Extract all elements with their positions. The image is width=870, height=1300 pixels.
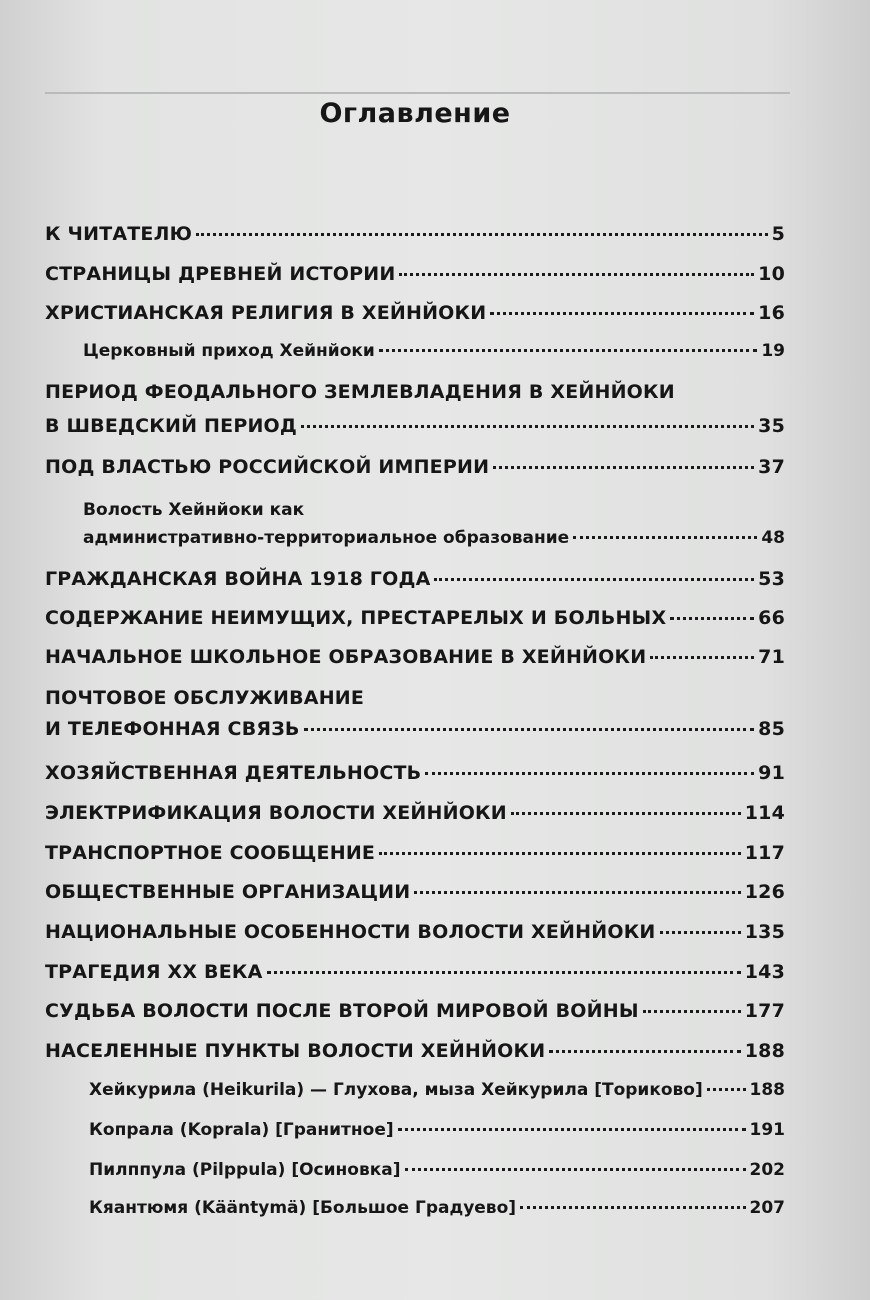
toc-entry-page: 5 [771, 223, 785, 245]
leader-dots [196, 233, 767, 236]
toc-entry[interactable] [45, 568, 785, 590]
toc-entry[interactable] [45, 223, 785, 245]
toc-subentry[interactable] [45, 1080, 785, 1100]
toc-entry-label: СОДЕРЖАНИЕ НЕИМУЩИХ, ПРЕСТАРЕЛЫХ И БОЛЬНЫХ [45, 607, 667, 629]
toc-entry-page: 177 [744, 1000, 785, 1022]
toc-entry-page: 35 [758, 415, 785, 437]
toc-entry[interactable] [45, 881, 785, 903]
toc-subentry[interactable] [45, 1120, 785, 1140]
toc-entry-page: 188 [744, 1040, 785, 1062]
page-title: Оглавление [319, 98, 511, 129]
leader-dots [511, 812, 741, 815]
toc-entry-label: административно-территориальное образование [83, 528, 570, 548]
leader-dots [414, 891, 740, 894]
toc-entry-label: СТРАНИЦЫ ДРЕВНЕЙ ИСТОРИИ [45, 263, 396, 285]
toc-entry-page: 71 [758, 646, 785, 668]
toc-entry-label: НАЦИОНАЛЬНЫЕ ОСОБЕННОСТИ ВОЛОСТИ ХЕЙНЙОКИ [45, 921, 656, 943]
toc-entry-label: Церковный приход Хейнйоки [83, 341, 375, 361]
toc-entry-label: ХОЗЯЙСТВЕННАЯ ДЕЯТЕЛЬНОСТЬ [45, 762, 422, 784]
leader-dots [549, 1050, 740, 1053]
toc-entry-page: 126 [744, 881, 785, 903]
leader-dots [650, 656, 754, 659]
leader-dots [520, 1206, 745, 1209]
toc-entry-label: СУДЬБА ВОЛОСТИ ПОСЛЕ ВТОРОЙ МИРОВОЙ ВОЙНЫ [45, 1000, 639, 1022]
toc-entry-label: ХРИСТИАНСКАЯ РЕЛИГИЯ В ХЕЙНЙОКИ [45, 302, 487, 324]
leader-dots [379, 852, 741, 855]
toc-entry-label: К ЧИТАТЕЛЮ [45, 223, 193, 245]
toc-entry[interactable] [45, 802, 785, 824]
toc-entry-page: 37 [758, 456, 785, 478]
leader-dots [267, 971, 741, 974]
toc-entry-label: ОБЩЕСТВЕННЫЕ ОРГАНИЗАЦИИ [45, 881, 411, 903]
toc-entry-label: Хейкурила (Heikurila) — Глухова, мыза Хейкурила [Ториково] [89, 1080, 703, 1100]
toc-entry-page: 188 [749, 1080, 785, 1100]
toc-entry[interactable] [45, 762, 785, 784]
toc-entry[interactable] [45, 646, 785, 668]
toc-entry[interactable] [45, 1040, 785, 1062]
toc-entry-page: 91 [758, 762, 785, 784]
toc-entry-page: 114 [744, 802, 785, 824]
toc-entry-page: 143 [744, 961, 785, 983]
toc-entry-page: 117 [744, 842, 785, 864]
toc-entry[interactable] [45, 1000, 785, 1022]
toc-entry-label: НАЧАЛЬНОЕ ШКОЛЬНОЕ ОБРАЗОВАНИЕ В ХЕЙНЙОКИ [45, 646, 647, 668]
toc-subentry[interactable] [45, 1198, 785, 1218]
toc-entry[interactable] [45, 607, 785, 629]
toc-entry-page: 66 [758, 607, 785, 629]
running-header-rule [45, 92, 790, 94]
toc-entry-page: 207 [749, 1198, 785, 1218]
leader-dots [301, 425, 754, 428]
toc-subentry[interactable] [45, 341, 785, 361]
toc-entry-label: Копрала (Koprala) [Гранитное] [89, 1120, 394, 1140]
leader-dots [398, 1128, 746, 1131]
toc-entry-label: И ТЕЛЕФОННАЯ СВЯЗЬ [45, 718, 300, 740]
toc-entry[interactable] [45, 961, 785, 983]
toc-entry-label: ЭЛЕКТРИФИКАЦИЯ ВОЛОСТИ ХЕЙНЙОКИ [45, 802, 507, 824]
leader-dots [573, 536, 757, 539]
leader-dots [405, 1168, 746, 1171]
toc-entry-label: ТРАНСПОРТНОЕ СООБЩЕНИЕ [45, 842, 376, 864]
toc-entry-page: 202 [749, 1160, 785, 1180]
leader-dots [660, 931, 741, 934]
leader-dots [707, 1088, 746, 1091]
toc-entry-label: НАСЕЛЕННЫЕ ПУНКТЫ ВОЛОСТИ ХЕЙНЙОКИ [45, 1040, 546, 1062]
toc-entry[interactable] [45, 263, 785, 285]
leader-dots [490, 312, 754, 315]
toc-entry-page: 16 [758, 302, 785, 324]
leader-dots [399, 273, 754, 276]
toc-entry-label: ПОД ВЛАСТЬЮ РОССИЙСКОЙ ИМПЕРИИ [45, 456, 490, 478]
leader-dots [425, 772, 754, 775]
toc-entry-label: Пилппула (Pilppula) [Осиновка] [89, 1160, 401, 1180]
toc-entry-page: 10 [758, 263, 785, 285]
leader-dots [434, 578, 754, 581]
toc-entry[interactable] [45, 842, 785, 864]
toc-entry-label: ТРАГЕДИЯ XX ВЕКА [45, 961, 263, 983]
leader-dots [670, 617, 754, 620]
toc-entry-page: 53 [758, 568, 785, 590]
toc-entry[interactable] [45, 380, 785, 437]
toc-entry-label: ГРАЖДАНСКАЯ ВОЙНА 1918 ГОДА [45, 568, 431, 590]
toc-entry-page: 191 [749, 1120, 785, 1140]
toc-entry[interactable] [45, 921, 785, 943]
toc-entry[interactable] [45, 302, 785, 324]
toc-entry[interactable] [45, 686, 785, 740]
toc-entry-label-line1: Волость Хейнйоки как [83, 500, 305, 520]
leader-dots [493, 466, 754, 469]
toc-entry-page: 85 [758, 718, 785, 740]
leader-dots [379, 349, 757, 352]
toc-entry-label-line1: ПЕРИОД ФЕОДАЛЬНОГО ЗЕМЛЕВЛАДЕНИЯ В ХЕЙНЙОКИ [45, 381, 675, 403]
toc-entry-page: 135 [744, 921, 785, 943]
toc-entry-label: В ШВЕДСКИЙ ПЕРИОД [45, 415, 298, 437]
leader-dots [643, 1010, 741, 1013]
toc-entry-label-line1: ПОЧТОВОЕ ОБСЛУЖИВАНИЕ [45, 687, 365, 709]
leader-dots [304, 728, 755, 731]
toc-entry[interactable] [45, 456, 785, 478]
toc-entry-label: Кяантюмя (Kääntymä) [Большое Градуево] [89, 1198, 517, 1218]
toc-subentry[interactable] [45, 1160, 785, 1180]
toc-subentry[interactable] [45, 498, 785, 548]
toc-entry-page: 48 [761, 528, 785, 548]
toc-entry-page: 19 [761, 341, 785, 361]
